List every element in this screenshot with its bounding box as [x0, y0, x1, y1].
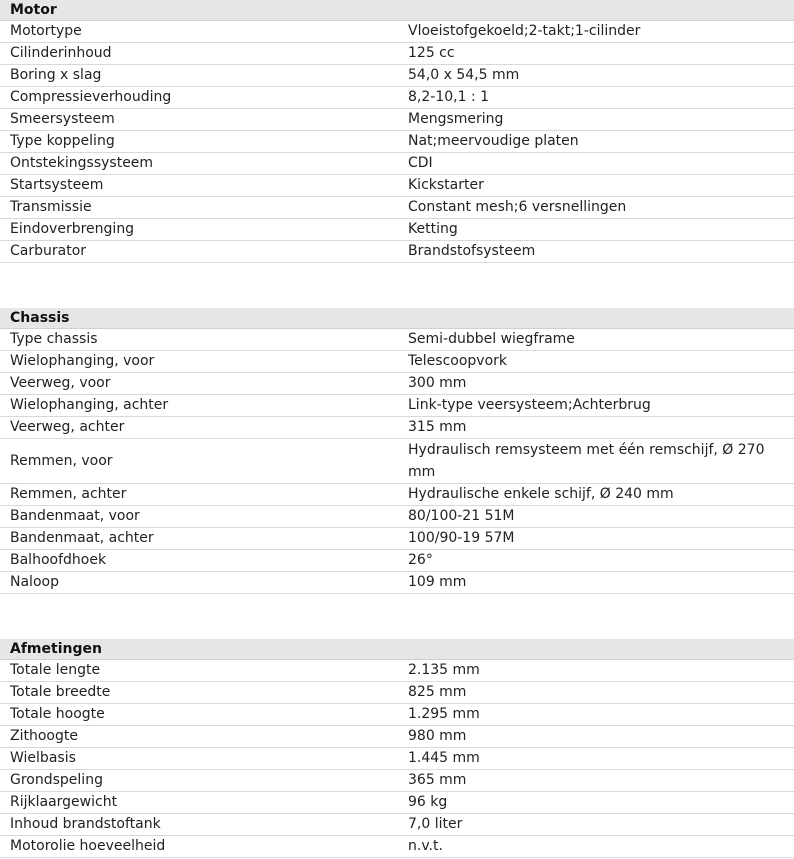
table-row — [0, 792, 794, 814]
spec-label: Remmen, voor — [0, 439, 398, 484]
spec-value: 125 cc — [398, 43, 794, 65]
spec-label: Startsysteem — [0, 175, 398, 197]
table-row — [0, 682, 794, 704]
table-row — [0, 836, 794, 858]
spec-table-afmetingen — [0, 660, 794, 858]
spec-label: Motorolie hoeveelheid — [0, 836, 398, 858]
table-row — [0, 550, 794, 572]
spec-label: Totale lengte — [0, 660, 398, 682]
spec-value: 1.445 mm — [398, 748, 794, 770]
spec-value: 1.295 mm — [398, 704, 794, 726]
spec-label: Rijklaargewicht — [0, 792, 398, 814]
section-title-motor: Motor — [0, 0, 794, 21]
table-row — [0, 329, 794, 351]
spec-label: Veerweg, achter — [0, 417, 398, 439]
spec-value: 54,0 x 54,5 mm — [398, 65, 794, 87]
spec-value: n.v.t. — [398, 836, 794, 858]
spec-label: Type koppeling — [0, 131, 398, 153]
table-row — [0, 153, 794, 175]
spec-label: Balhoofdhoek — [0, 550, 398, 572]
spec-label: Boring x slag — [0, 65, 398, 87]
spec-value: Ketting — [398, 219, 794, 241]
table-row — [0, 351, 794, 373]
table-row — [0, 748, 794, 770]
table-row — [0, 373, 794, 395]
spec-value: CDI — [398, 153, 794, 175]
table-row — [0, 660, 794, 682]
spec-label: Naloop — [0, 572, 398, 594]
spec-value: Hydraulische enkele schijf, Ø 240 mm — [398, 484, 794, 506]
spec-value: 26° — [398, 550, 794, 572]
spec-value: 80/100-21 51M — [398, 506, 794, 528]
spec-label: Bandenmaat, voor — [0, 506, 398, 528]
table-row — [0, 43, 794, 65]
spec-value: 825 mm — [398, 682, 794, 704]
spec-label: Zithoogte — [0, 726, 398, 748]
chassis-section — [0, 308, 794, 594]
spec-label: Eindoverbrenging — [0, 219, 398, 241]
section-title-chassis: Chassis — [0, 308, 794, 329]
motor-section — [0, 0, 794, 263]
spec-label: Motortype — [0, 21, 398, 43]
afmetingen-section — [0, 639, 794, 858]
spec-label: Wielophanging, achter — [0, 395, 398, 417]
spec-value: 2.135 mm — [398, 660, 794, 682]
spec-value: Kickstarter — [398, 175, 794, 197]
table-row — [0, 439, 794, 484]
table-row — [0, 197, 794, 219]
table-row — [0, 484, 794, 506]
table-row — [0, 572, 794, 594]
spec-label: Type chassis — [0, 329, 398, 351]
table-row — [0, 219, 794, 241]
spec-label: Inhoud brandstoftank — [0, 814, 398, 836]
spec-table-motor — [0, 21, 794, 263]
spec-label: Wielophanging, voor — [0, 351, 398, 373]
spec-value: Telescoopvork — [398, 351, 794, 373]
table-row — [0, 506, 794, 528]
spec-value: Semi-dubbel wiegframe — [398, 329, 794, 351]
spec-value: Brandstofsysteem — [398, 241, 794, 263]
section-spacer — [0, 594, 794, 639]
spec-value: Hydraulisch remsysteem met één remschijf, Ø 270 mm — [398, 439, 794, 484]
table-row — [0, 87, 794, 109]
spec-label: Compressieverhouding — [0, 87, 398, 109]
spec-value: Mengsmering — [398, 109, 794, 131]
spec-value: 96 kg — [398, 792, 794, 814]
table-row — [0, 65, 794, 87]
spec-value: Nat;meervoudige platen — [398, 131, 794, 153]
spec-label: Wielbasis — [0, 748, 398, 770]
table-row — [0, 770, 794, 792]
table-row — [0, 175, 794, 197]
section-title-afmetingen: Afmetingen — [0, 639, 794, 660]
spec-value: 365 mm — [398, 770, 794, 792]
spec-label: Bandenmaat, achter — [0, 528, 398, 550]
spec-label: Remmen, achter — [0, 484, 398, 506]
spec-value: 980 mm — [398, 726, 794, 748]
table-row — [0, 131, 794, 153]
spec-label: Transmissie — [0, 197, 398, 219]
table-row — [0, 814, 794, 836]
spec-value: 109 mm — [398, 572, 794, 594]
table-row — [0, 528, 794, 550]
spec-value: Constant mesh;6 versnellingen — [398, 197, 794, 219]
spec-label: Totale hoogte — [0, 704, 398, 726]
spec-value: 315 mm — [398, 417, 794, 439]
spec-label: Veerweg, voor — [0, 373, 398, 395]
spec-value: Link-type veersysteem;Achterbrug — [398, 395, 794, 417]
spec-value: 7,0 liter — [398, 814, 794, 836]
table-row — [0, 241, 794, 263]
section-spacer — [0, 263, 794, 308]
spec-value: 100/90-19 57M — [398, 528, 794, 550]
spec-label: Smeersysteem — [0, 109, 398, 131]
spec-table-chassis — [0, 329, 794, 594]
table-row — [0, 395, 794, 417]
spec-label: Ontstekingssysteem — [0, 153, 398, 175]
table-row — [0, 21, 794, 43]
table-row — [0, 726, 794, 748]
table-row — [0, 109, 794, 131]
spec-value: 8,2-10,1 : 1 — [398, 87, 794, 109]
spec-label: Carburator — [0, 241, 398, 263]
table-row — [0, 704, 794, 726]
spec-label: Grondspeling — [0, 770, 398, 792]
spec-value: Vloeistofgekoeld;2-takt;1-cilinder — [398, 21, 794, 43]
spec-label: Totale breedte — [0, 682, 398, 704]
spec-label: Cilinderinhoud — [0, 43, 398, 65]
table-row — [0, 417, 794, 439]
spec-value: 300 mm — [398, 373, 794, 395]
